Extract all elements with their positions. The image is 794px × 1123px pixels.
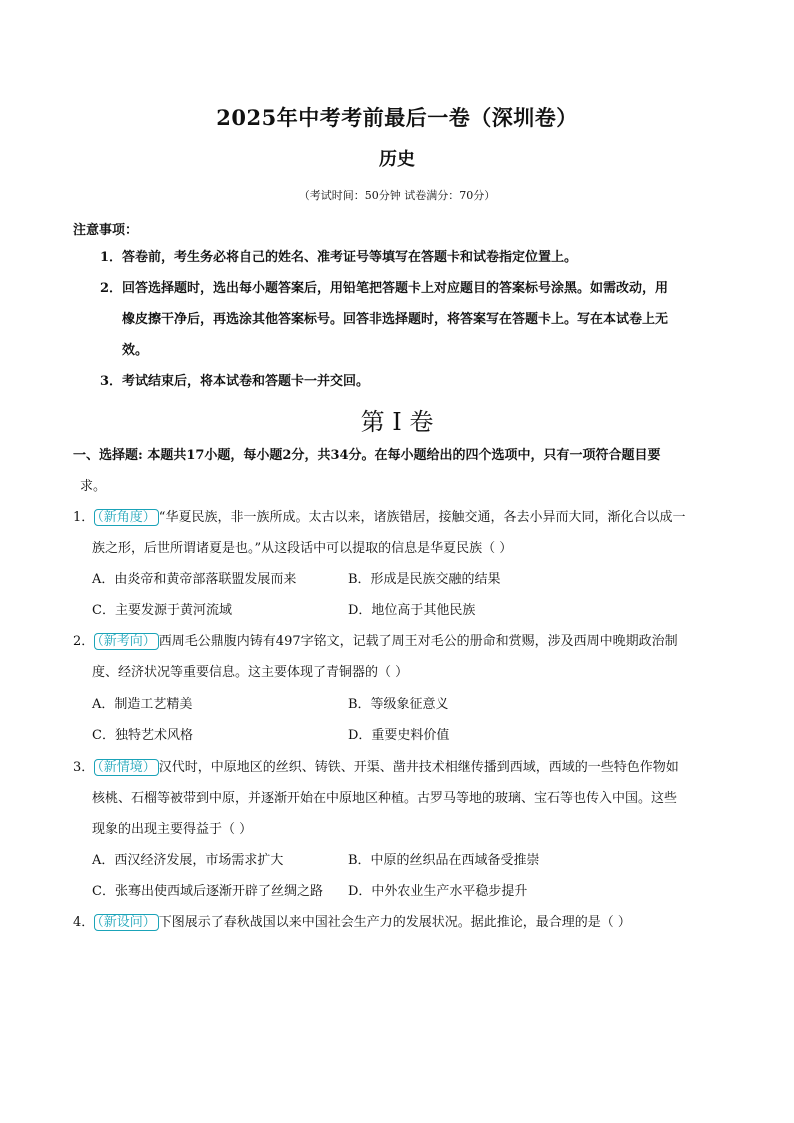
question-tag: （新设问） xyxy=(94,914,159,931)
note-number: 1． xyxy=(100,250,123,265)
question-1 xyxy=(73,502,723,564)
note-item-1 xyxy=(100,242,720,273)
question-text: 西周毛公鼎腹内铸有497字铭文，记载了周王对毛公的册命和赏赐，涉及西周中晚期政治制 xyxy=(158,634,678,649)
note-text: 橡皮擦干净后，再选涂其他答案标号。回答非选择题时，将答案写在答题卡上。写在本试卷上无 xyxy=(122,312,669,327)
section-desc-line2: 求。 xyxy=(80,479,107,494)
question-2 xyxy=(73,626,723,688)
note-number: 2． xyxy=(100,281,123,296)
note-text: 回答选择题时，选出每小题答案后，用铅笔把答题卡上对应题目的答案标号涂黑。如需改动，用 xyxy=(122,281,669,296)
question-text: “华夏民族，非一族所成。太古以来，诸族错居，接触交通，各去小异而大同，渐化合以成一 xyxy=(158,510,686,525)
note-number: 3． xyxy=(100,374,123,389)
note-text: 答卷前，考生务必将自己的姓名、准考证号等填写在答题卡和试卷指定位置上。 xyxy=(122,250,578,265)
option-d: D．重要史料价值 xyxy=(348,728,450,743)
option-d: D．地位高于其他民族 xyxy=(348,603,476,618)
section-desc-prefix: 一、选择题: xyxy=(73,448,148,463)
question-number: 4． xyxy=(73,915,95,930)
note-text: 效。 xyxy=(122,343,149,358)
question-text: 下图展示了春秋战国以来中国社会生产力的发展状况。据此推论，最合理的是（ ） xyxy=(158,915,631,930)
section-description xyxy=(73,440,723,502)
note-item-3 xyxy=(100,366,720,397)
question-number: 3． xyxy=(73,760,95,775)
option-a: A．制造工艺精美 xyxy=(92,697,193,712)
question-number: 2． xyxy=(73,634,95,649)
question-text: 度、经济状况等重要信息。这主要体现了青铜器的（ ） xyxy=(92,665,409,680)
option-a: A．西汉经济发展，市场需求扩大 xyxy=(92,853,284,868)
subject-title: 历史 xyxy=(379,149,415,170)
question-text: 族之形，后世所谓诸夏是也。”从这段话中可以提取的信息是华夏民族（ ） xyxy=(92,541,513,556)
exam-title: 2025年中考考前最后一卷（深圳卷） xyxy=(216,105,578,130)
section-heading: 第 I 卷 xyxy=(360,408,434,436)
question-2-options xyxy=(92,689,712,751)
question-text: 汉代时，中原地区的丝织、铸铁、开渠、凿井技术相继传播到西域，西域的一些特色作物如 xyxy=(158,760,679,775)
question-tag: （新角度） xyxy=(94,509,159,526)
exam-info: （考试时间：50分钟 试卷满分：70分） xyxy=(298,189,496,202)
note-text: 考试结束后，将本试卷和答题卡一并交回。 xyxy=(122,374,370,389)
option-a: A．由炎帝和黄帝部落联盟发展而来 xyxy=(92,572,297,587)
question-tag: （新情境） xyxy=(94,759,159,776)
option-c: C．主要发源于黄河流域 xyxy=(92,603,232,618)
notes-title: 注意事项： xyxy=(73,223,139,238)
option-b: B．等级象征意义 xyxy=(348,697,449,712)
option-d: D．中外农业生产水平稳步提升 xyxy=(348,884,528,899)
question-4 xyxy=(73,907,723,938)
question-3-options xyxy=(92,845,712,907)
option-c: C．独特艺术风格 xyxy=(92,728,193,743)
question-number: 1． xyxy=(73,510,95,525)
note-item-2 xyxy=(100,273,720,366)
question-tag: （新考向） xyxy=(94,633,159,650)
option-b: B．中原的丝织品在西域备受推崇 xyxy=(348,853,540,868)
question-text: 核桃、石榴等被带到中原，并逐渐开始在中原地区种植。古罗马等地的玻璃、宝石等也传入中国。这些 xyxy=(92,791,678,806)
option-b: B．形成是民族交融的结果 xyxy=(348,572,501,587)
question-3 xyxy=(73,752,723,845)
question-1-options xyxy=(92,564,712,626)
question-text: 现象的出现主要得益于（ ） xyxy=(92,822,253,837)
option-c: C．张骞出使西域后逐渐开辟了丝绸之路 xyxy=(92,884,323,899)
section-desc-text: 本题共17小题，每小题2分，共34分。在每小题给出的四个选项中，只有一项符合题目要 xyxy=(147,448,661,463)
